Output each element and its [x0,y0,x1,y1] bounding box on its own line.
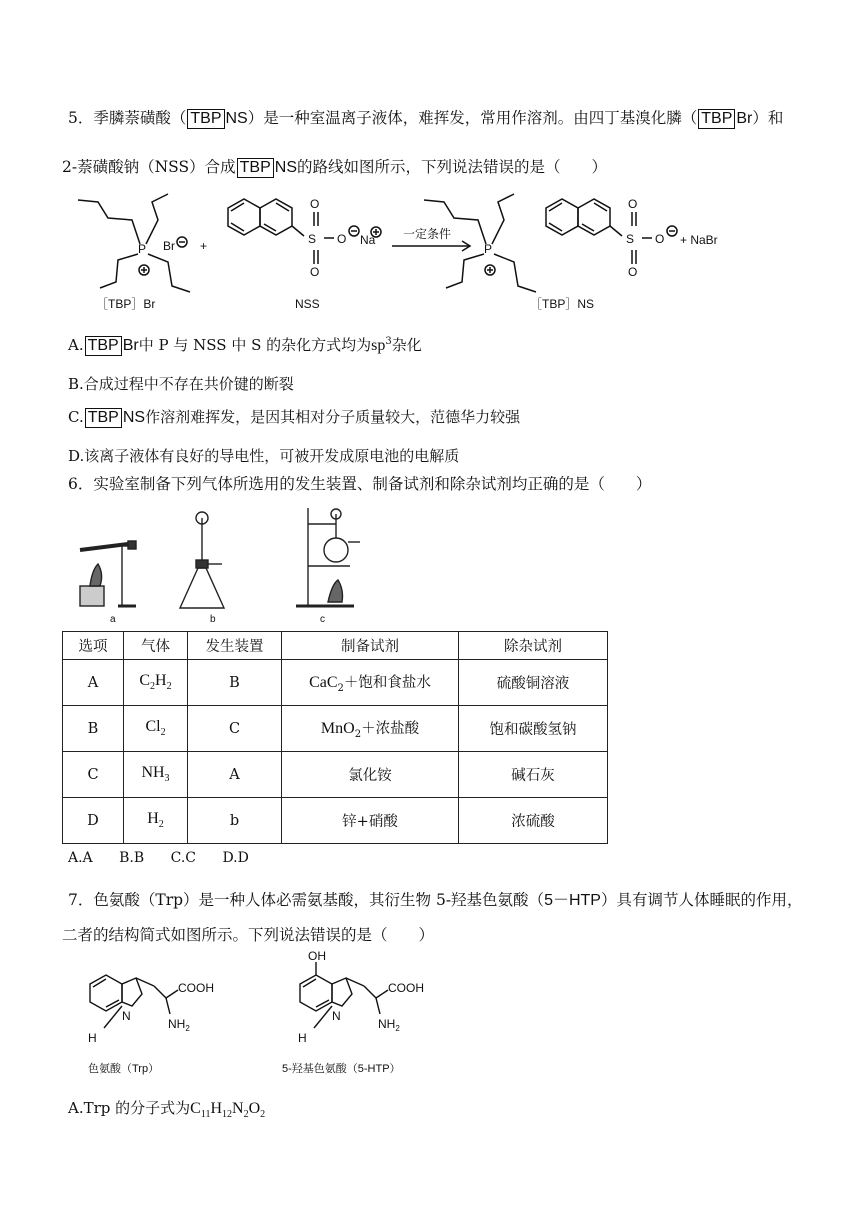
atom-p: P [138,242,147,256]
text: MnO [320,720,355,738]
atom-n: N [332,1009,341,1023]
option-b[interactable]: B.B [119,850,145,866]
option-d[interactable]: D.D [222,850,249,866]
q7-stem-line1 [68,887,802,910]
naphthalene-ring [228,199,260,235]
text: CaC [309,674,338,692]
group-oh: OH [308,949,326,963]
text: NS [225,110,248,127]
text: 杂化 [391,336,422,354]
text: 3 [385,336,392,347]
round-flask [324,538,348,562]
label-b: b [210,614,216,625]
table-header: 制备试剂 [282,632,459,660]
text: 2 [158,819,164,831]
structure-figure [70,948,470,1082]
text: 12 [222,1109,233,1121]
table-header: 除杂试剂 [459,632,608,660]
table-header: 发生装置 [188,632,282,660]
alcohol-lamp [90,564,102,586]
bracket-tbp: TBP [237,158,274,178]
table-row [63,660,608,706]
sodium-cation: Na [360,233,376,247]
text: ）具有调节人体睡眠的作用， [600,891,803,909]
option-a[interactable]: A.A [68,850,93,866]
cell-reagent: 氯化铵 [282,752,459,798]
atom-h: H [88,1031,97,1045]
group-cooh: COOH [178,981,214,995]
q5-stem-line1 [68,106,783,129]
text: N [232,1100,244,1117]
cell-option: B [63,706,124,752]
label-trp: 色氨酸（Trp） [88,1063,160,1075]
pyrrole-ring [122,978,142,1006]
q6-table [62,631,608,844]
bracket-tbp: TBP [698,109,735,129]
atom-p: P [484,242,493,256]
text: 的路线如图所示，下列说法错误的是（ ） [297,158,608,176]
benzene-ring [90,975,122,1011]
wood-block [80,586,104,606]
text: 2 [166,681,172,693]
text: H [155,672,167,690]
text: 2 [260,1109,266,1121]
table-header: 气体 [124,632,188,660]
arrow-condition: 一定条件 [403,227,452,241]
text: ）和 [752,109,784,127]
option-c[interactable]: C.C [170,850,196,866]
cell-device: B [188,660,282,706]
atom-o: O [337,232,347,246]
text: ）是一种室温离子液体，难挥发，常用作溶剂。由四丁基溴化膦（ [247,109,698,127]
text: Cl [145,718,161,736]
cell-gas [124,752,188,798]
atom-o: O [310,265,320,279]
atom-s: S [626,232,635,246]
nabr-product: + NaBr [680,233,718,247]
text: H [210,1100,223,1117]
cell-cleaner: 硫酸铜溶液 [459,660,608,706]
butyl-chain [100,254,138,288]
text: ＋浓盐酸 [361,721,420,738]
reaction-scheme [60,188,740,318]
table-row [63,752,608,798]
q6-stem: 6．实验室制备下列气体所选用的发生装置、制备试剂和除杂试剂均正确的是（ ） [68,475,652,493]
label-5htp: 5-羟基色氨酸（5-HTP） [282,1063,401,1075]
text: C [190,1100,201,1117]
cell-option: D [63,798,124,844]
formula [190,1100,266,1121]
label-tbpns: ［TBP］NS [530,297,595,311]
cell-device: A [188,752,282,798]
bracket-tbp: TBP [85,336,122,356]
plus-sign: + [200,239,208,253]
butyl-chain [78,200,140,244]
table-row [63,706,608,752]
text: 2 [243,1109,249,1121]
text: Br [122,337,139,354]
text: NS [122,409,146,426]
atom-h: H [298,1031,307,1045]
label-nss: NSS [295,297,320,311]
group-cooh: COOH [388,981,424,995]
q5-option-b[interactable]: B.合成过程中不存在共价键的断裂 [68,375,294,393]
text: A. [68,336,84,354]
atom-o: O [310,197,320,211]
text: 2 [150,681,156,693]
text: NS [274,159,297,176]
table-header-row [63,632,608,660]
cell-reagent [282,706,459,752]
text: 3 [164,773,170,785]
test-tube [80,544,128,550]
cell-cleaner: 饱和碳酸氢钠 [459,706,608,752]
cell-option: A [63,660,124,706]
group-nh2: $NH_2$ [168,1017,190,1033]
text: C. [68,408,84,426]
atom-o: O [655,232,665,246]
text: sp [371,337,386,354]
text: 11 [200,1109,211,1121]
text: H [147,810,159,828]
text: 作溶剂难挥发，是因其相对分子质量较大，范德华力较强 [145,408,521,426]
text: NH [141,764,165,782]
text: 5．季膦萘磺酸（ [68,109,187,127]
cell-option: C [63,752,124,798]
text: 中 P 与 NSS 中 S 的杂化方式均为 [138,336,372,354]
q7-stem-line2: 二者的结构简式如图所示。下列说法错误的是（ ） [62,926,435,944]
atom-o: O [628,197,638,211]
q7-option-a[interactable] [68,1097,265,1120]
label-a: a [110,614,116,625]
text: 5－HTP [544,892,601,909]
cell-reagent: 锌+硝酸 [282,798,459,844]
cell-reagent [282,660,459,706]
text: ＋饱和食盐水 [343,675,431,692]
label-tbpbr: ［TBP］Br [96,297,156,311]
atom-n: N [122,1009,131,1023]
apparatus-figure [70,498,370,626]
q5-stem-line2 [62,155,607,178]
text: O [248,1100,261,1117]
text: 7．色氨酸（Trp）是一种人体必需氨基酸，其衍生物 5-羟基色氨酸（ [68,891,545,909]
text: 2-萘磺酸钠（NSS）合成 [62,158,236,176]
table-header: 选项 [63,632,124,660]
cell-device: C [188,706,282,752]
atom-s: S [308,232,317,246]
bracket-tbp: TBP [187,109,224,129]
butyl-chain [148,254,190,292]
group-nh2: $NH_2$ [378,1017,400,1033]
atom-o: O [628,265,638,279]
text: Br [736,110,753,127]
q5-option-c[interactable] [68,406,520,428]
text: A.Trp 的分子式为 [68,1099,191,1117]
text: C [139,672,151,690]
q5-option-a[interactable] [68,334,422,356]
label-c: c [320,614,325,625]
q5-option-d[interactable]: D.该离子液体有良好的导电性，可被开发成原电池的电解质 [68,447,460,465]
text: 2 [354,728,362,740]
bracket-tbp: TBP [85,408,122,428]
cell-cleaner: 碱石灰 [459,752,608,798]
text: 2 [337,682,344,694]
conical-flask [180,568,224,608]
cell-gas [124,798,188,844]
text: 2 [160,727,166,739]
bromide-anion: Br [163,239,175,253]
butyl-chain [146,194,168,244]
cell-cleaner: 浓硫酸 [459,798,608,844]
q6-answer-options [68,850,249,866]
cell-device: b [188,798,282,844]
table-row [63,798,608,844]
cell-gas [124,706,188,752]
cell-gas [124,660,188,706]
